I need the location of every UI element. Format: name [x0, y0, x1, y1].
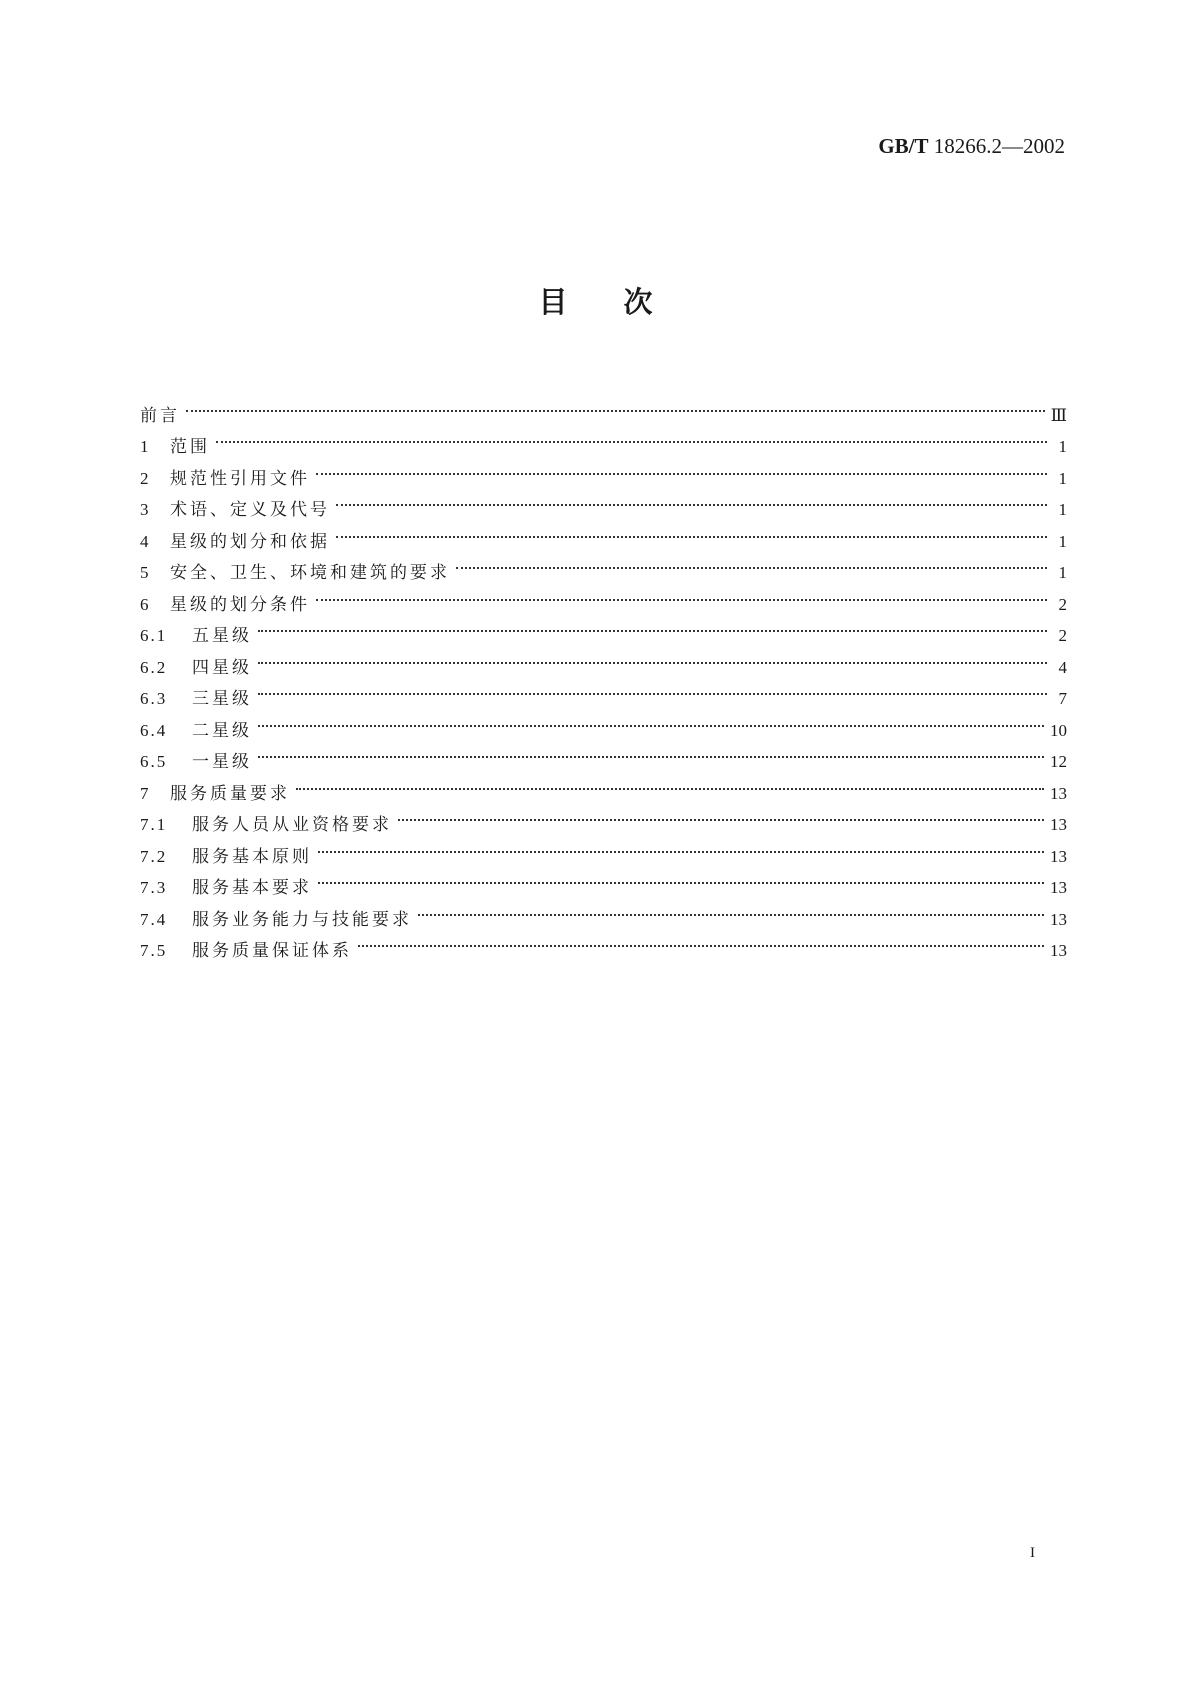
toc-entry-label: 服务基本原则 [192, 846, 312, 867]
toc-entry-label: 术语、定义及代号 [170, 500, 330, 520]
toc-entry-page: 13 [1050, 909, 1067, 929]
toc-entry-page: 1 [1058, 500, 1067, 519]
toc-leader-dots [258, 641, 1047, 673]
toc-leader-dots [258, 673, 1047, 705]
toc-leader-dots [186, 389, 1045, 421]
toc-entry-page: 2 [1058, 626, 1067, 645]
toc-entry-number: 7.3 [140, 878, 168, 897]
toc-entry-number: 6.1 [140, 626, 168, 645]
toc-leader-dots [316, 452, 1047, 484]
toc-entry-label: 安全、卫生、环境和建筑的要求 [170, 563, 450, 583]
toc-leader-dots [258, 736, 1044, 768]
toc-entry-label: 三星级 [192, 689, 252, 709]
toc-entry-label: 服务人员从业资格要求 [192, 815, 392, 835]
toc-leader-dots [258, 704, 1044, 736]
toc-entry-label: 四星级 [192, 657, 252, 678]
toc-entry-page: 13 [1050, 783, 1067, 803]
toc-entry-page: 1 [1058, 468, 1067, 488]
toc-entry-label: 一星级 [192, 752, 252, 772]
toc-entry-label: 范围 [170, 437, 210, 457]
toc-entry-7[interactable] [140, 767, 1067, 804]
toc-leader-dots [336, 484, 1047, 516]
toc-entry-label: 星级的划分条件 [170, 594, 310, 615]
toc-leader-dots [296, 767, 1044, 799]
toc-entry-6-4[interactable] [140, 704, 1067, 741]
toc-leader-dots [336, 515, 1047, 547]
toc-leader-dots [316, 578, 1047, 610]
toc-entry-number: 1 [140, 437, 151, 456]
toc-entry-page: 4 [1058, 657, 1067, 677]
toc-entry-6-3[interactable] [140, 673, 1067, 709]
toc-entry-label: 服务业务能力与技能要求 [192, 909, 412, 930]
toc-leader-dots [216, 421, 1047, 453]
page-folio: I [1030, 1545, 1035, 1561]
toc-leader-dots [456, 547, 1047, 579]
toc-entry-1[interactable] [140, 421, 1067, 457]
toc-entry-number: 7.5 [140, 941, 168, 960]
toc-entry-page: 2 [1058, 594, 1067, 614]
standard-number [878, 134, 1065, 159]
toc-entry-number: 6.3 [140, 689, 168, 708]
toc-entry-label: 前言 [140, 405, 180, 426]
toc-entry-page: 12 [1050, 752, 1067, 771]
toc-entry-page: 13 [1050, 878, 1067, 897]
toc-entry-number: 7.4 [140, 909, 168, 929]
toc-entry-label: 规范性引用文件 [170, 468, 310, 489]
toc-leader-dots [318, 862, 1044, 894]
toc-entry-number: 6.2 [140, 657, 168, 677]
toc-entry-label: 服务质量要求 [170, 783, 290, 804]
toc-leader-dots [398, 799, 1044, 831]
toc-entry-foreword[interactable] [140, 389, 1067, 426]
toc-entry-page: 13 [1050, 941, 1067, 960]
standard-code: GB/T [878, 134, 929, 158]
toc-entry-number: 7.2 [140, 846, 168, 866]
toc-entry-number: 6.4 [140, 720, 168, 740]
toc-entry-page: 1 [1058, 563, 1067, 582]
toc-entry-label: 服务基本要求 [192, 878, 312, 898]
toc-entry-6-2[interactable] [140, 641, 1067, 678]
page-title: 目次 [538, 285, 709, 319]
toc-entry-label: 五星级 [192, 626, 252, 646]
toc-entry-page: 13 [1050, 846, 1067, 866]
standard-number-value: 18266.2—2002 [933, 134, 1065, 158]
toc-entry-number: 2 [140, 468, 151, 488]
table-of-contents [140, 389, 1067, 961]
toc-entry-label: 星级的划分和依据 [170, 531, 330, 552]
toc-entry-page: 1 [1058, 437, 1067, 456]
toc-entry-label: 服务质量保证体系 [192, 941, 352, 961]
toc-entry-number: 6.5 [140, 752, 168, 771]
toc-leader-dots [258, 610, 1047, 642]
toc-entry-2[interactable] [140, 452, 1067, 489]
toc-entry-page: 7 [1058, 689, 1067, 708]
toc-entry-page: 10 [1050, 720, 1067, 740]
toc-leader-dots [358, 925, 1044, 957]
toc-entry-6-1[interactable] [140, 610, 1067, 646]
toc-leader-dots [418, 893, 1044, 925]
toc-entry-number: 4 [140, 531, 151, 551]
toc-entry-page: 13 [1050, 815, 1067, 834]
toc-entry-number: 6 [140, 594, 151, 614]
toc-leader-dots [318, 830, 1044, 862]
toc-entry-page: 1 [1058, 531, 1067, 551]
toc-entry-page: Ⅲ [1050, 405, 1067, 425]
toc-entry-number: 5 [140, 563, 151, 582]
toc-entry-6-5[interactable] [140, 736, 1067, 772]
toc-entry-number: 7 [140, 783, 151, 803]
toc-entry-number: 3 [140, 500, 151, 519]
toc-entry-label: 二星级 [192, 720, 252, 741]
toc-entry-number: 7.1 [140, 815, 168, 834]
